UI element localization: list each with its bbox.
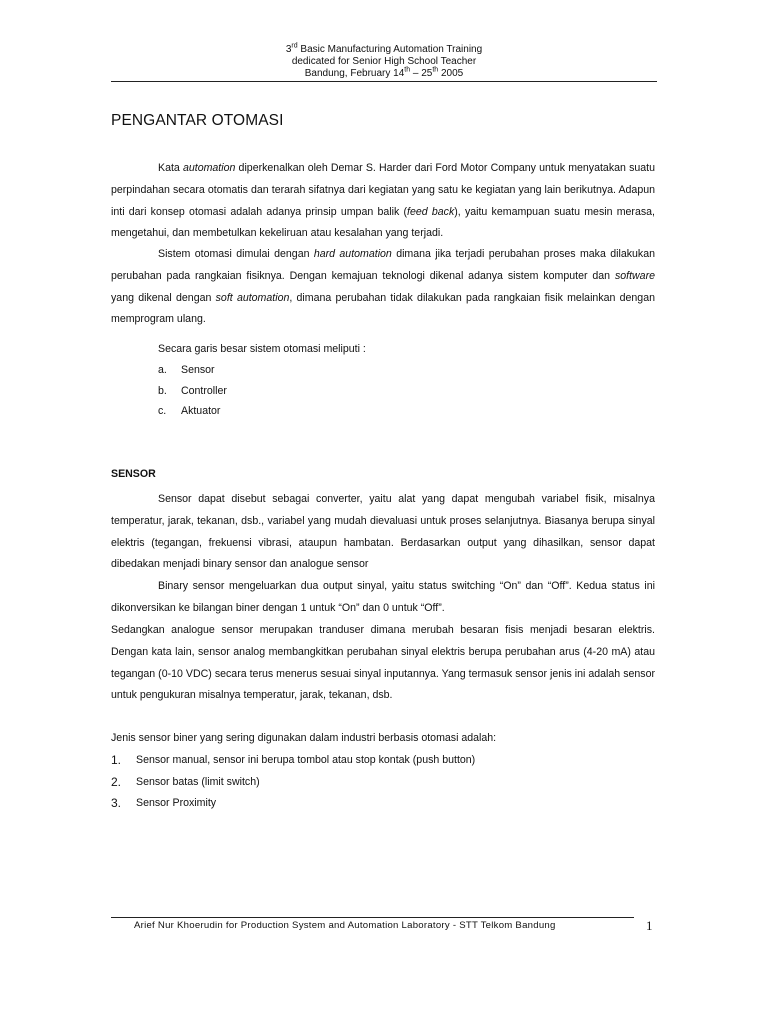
intro-paragraph-2: Sistem otomasi dimulai dengan hard automation dimana jika terjadi perubahan proses maka dilakukan perubahan pada rangkaian fisiknya. Dengan kemajuan teknologi dikenal adanya sistem komputer dan software yang dikenal dengan soft automation, dimana perubahan tidak dilakukan pada rangkaian fisik melainkan dengan memprogram ulang. [111,248,655,326]
sensor-paragraph-2: Binary sensor mengeluarkan dua output sinyal, yaitu status switching “On” dan “Off”. Kedua status ini dikonversikan ke bilangan biner dengan 1 untuk “On” dan 0 untuk “Off”. [111,580,655,614]
list-item: a. Sensor [158,363,215,376]
header-line-2: dedicated for Senior High School Teacher [291,56,477,67]
page-header [111,44,657,80]
list-item: 2. Sensor batas (limit switch) [111,774,260,789]
sensor-paragraph-3: Sedangkan analogue sensor merupakan tranduser dimana merubah besaran fisis menjadi besaran elektris. Dengan kata lain, sensor analog membangkitkan perubahan sinyal elektris berupa perubahan arus (4-20 mA) atau tegangan (0-10 VDC) secara terus menerus sesuai sinyal inputannya. Yang termasuk sensor jenis ini adalah sensor untuk pengukuran misalnya temperatur, jarak, tekanan, dsb. [111,624,655,702]
list-item: 1. Sensor manual, sensor ini berupa tombol atau stop kontak (push button) [111,753,476,767]
header-divider [111,81,657,82]
sensor-paragraph-1: Sensor dapat disebut sebagai converter, yaitu alat yang dapat mengubah variabel fisik, misalnya temperatur, jarak, tekanan, dsb., variabel yang mudah dievaluasi untuk proses selanjutnya. Biasanya berupa sinyal elektris (tegangan, frekuensi vibrasi, ataupun hambatan. Berdasarkan output yang dihasilkan, sensor dapat dibedakan menjadi binary sensor dan analogue sensor [111,493,655,571]
footer-divider [111,917,634,918]
page-number: 1 [646,918,653,933]
header-line-1: 3rd Basic Manufacturing Automation Training [285,42,483,55]
list-item: b. Controller [158,384,227,397]
list-item: c. Aktuator [158,405,221,418]
intro-list [158,339,366,422]
sensor-paragraph-4: Jenis sensor biner yang sering digunakan dalam industri berbasis otomasi adalah: [111,732,497,744]
list-item: 3. Sensor Proximity [111,796,217,810]
page-title: PENGANTAR OTOMASI [111,112,284,129]
intro-list-lead: Secara garis besar sistem otomasi meliputi : [158,343,366,355]
page-footer: Arief Nur Khoerudin for Production System and Automation Laboratory - STT Telkom Bandung [134,920,556,931]
section-heading-sensor: SENSOR [111,468,156,480]
header-line-3: Bandung, February 14th – 25th 2005 [304,66,464,79]
sensor-list [111,750,475,815]
intro-paragraph-1: Kata automation diperkenalkan oleh Demar S. Harder dari Ford Motor Company untuk menyatakan suatu perpindahan secara otomatis dan terarah sifatnya dari kegiatan yang satu ke kegiatan yang lain berikutnya. Adapun inti dari konsep otomasi adalah adanya prinsip umpan balik (feed back), yaitu kemampuan suatu mesin merasa, mengetahui, dan membetulkan kekeliruan atau kesalahan yang terjadi. [111,162,655,240]
